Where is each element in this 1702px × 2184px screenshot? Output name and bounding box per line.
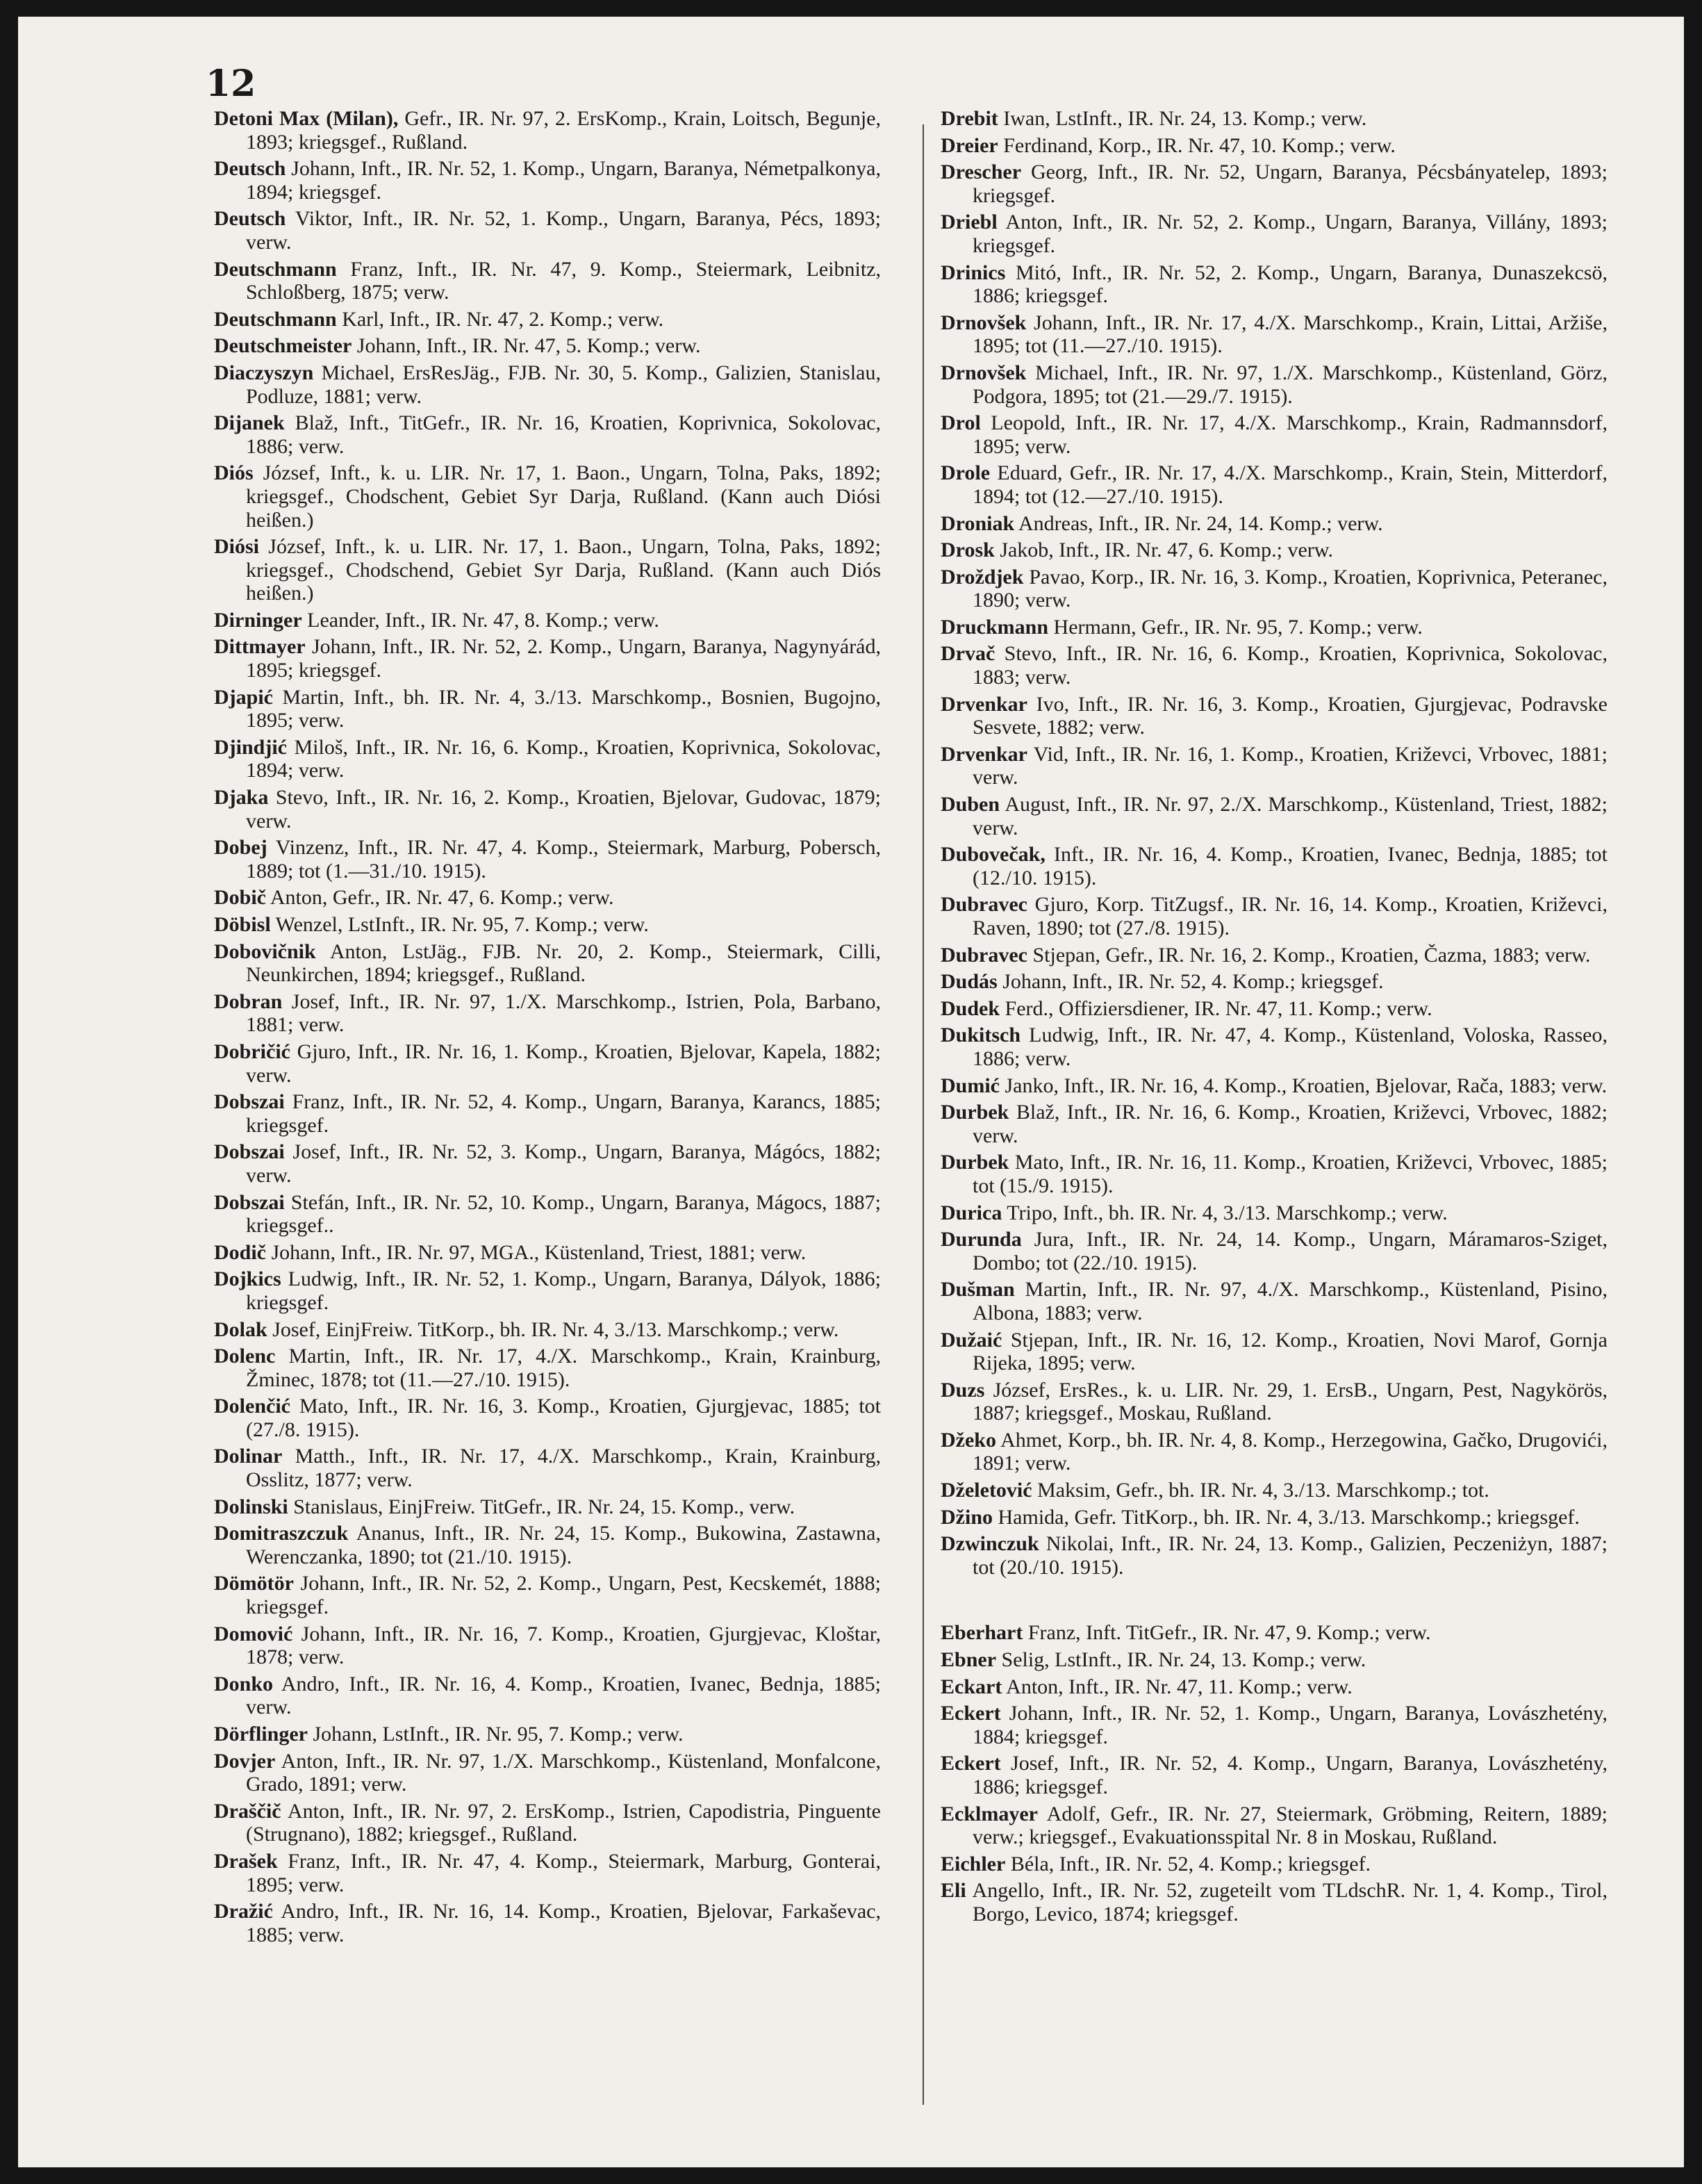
entry-details: Georg, Inft., IR. Nr. 52, Ungarn, Baranya, Pécsbányatelep, 1893; kriegsgef. [973,161,1608,207]
entry-details: Anton, LstJäg., FJB. Nr. 20, 2. Komp., Steiermark, Cilli, Neunkirchen, 1894; kriegsgef., Rußland. [246,939,881,987]
entry-details: Anton, Gefr., IR. Nr. 47, 6. Komp.; verw. [266,886,614,910]
entry-details: Johann, Inft., IR. Nr. 17, 4./X. Marschkomp., Krain, Littai, Aržiše, 1895; tot (11.—27./10. 1915). [973,311,1608,358]
entry-surname: Dolinar [214,1445,283,1468]
entry-details: Leopold, Inft., IR. Nr. 17, 4./X. Marschkomp., Krain, Radmannsdorf, 1895; verw. [973,411,1608,458]
list-entry [941,1702,1608,1748]
entry-surname: Deutschmann [214,307,337,331]
list-entry [214,411,881,458]
entry-details: Nikolai, Inft., IR. Nr. 24, 13. Komp., Galizien, Peczeniżyn, 1887; tot (20./10. 1915). [973,1532,1608,1579]
entry-details: Johann, Inft., IR. Nr. 47, 5. Komp.; verw. [352,334,701,358]
entry-surname: Dörflinger [214,1723,308,1746]
entry-surname: Dobszai [214,1190,285,1214]
entry-details: August, Inft., IR. Nr. 97, 2./X. Marschkomp., Küstenland, Triest, 1882; verw. [973,793,1608,839]
entry-details: Matth., Inft., IR. Nr. 17, 4./X. Marschkomp., Krain, Krainburg, Osslitz, 1877; verw. [246,1445,881,1492]
entry-details: Martin, Inft., bh. IR. Nr. 4, 3./13. Marschkomp., Bosnien, Bugojno, 1895; verw. [246,685,881,732]
entry-details: Mato, Inft., IR. Nr. 16, 3. Komp., Kroatien, Gjurgjevac, 1885; tot (27./8. 1915). [246,1395,881,1441]
list-entry [941,1329,1608,1375]
entry-surname: Durbek [941,1151,1009,1174]
entry-surname: Duzs [941,1378,985,1402]
entry-surname: Droniak [941,511,1015,535]
entry-surname: Dobričić [214,1040,290,1063]
entry-details: Mitó, Inft., IR. Nr. 52, 2. Komp., Ungarn, Baranya, Dunaszekcsö, 1886; kriegsgef. [973,261,1608,308]
entry-details: Stjepan, Gefr., IR. Nr. 16, 2. Komp., Kroatien, Čazma, 1883; verw. [1027,943,1591,967]
entry-details: Ferdinand, Korp., IR. Nr. 47, 10. Komp.; verw. [998,133,1396,157]
entry-details: József, Inft., k. u. LIR. Nr. 17, 1. Baon., Ungarn, Tolna, Paks, 1892; kriegsgef., Chodschend, Gebiet Syr Darja, Rußland. (Kann auch Diós heißen.) [246,535,881,605]
list-entry [941,1151,1608,1197]
entry-details: Selig, LstInft., IR. Nr. 24, 13. Komp.; verw. [996,1648,1366,1672]
entry-surname: Dodič [214,1240,266,1264]
left-column [214,107,881,1950]
list-entry [214,1345,881,1391]
list-entry [214,736,881,782]
list-entry [214,334,881,358]
entry-surname: Duben [941,793,1000,816]
entry-surname: Dudek [941,996,1000,1020]
entry-details: Iwan, LstInft., IR. Nr. 24, 13. Komp.; verw. [998,107,1367,130]
list-entry [214,1241,881,1265]
entry-surname: Donko [214,1672,274,1696]
list-entry [214,1267,881,1314]
entry-surname: Drvenkar [941,742,1027,766]
list-entry [941,1379,1608,1425]
entry-surname: Dubovečak, [941,843,1046,867]
list-entry [214,1572,881,1618]
list-entry [941,1752,1608,1798]
entry-details: Inft., IR. Nr. 16, 4. Komp., Kroatien, Ivanec, Bednja, 1885; tot (12./10. 1915). [973,843,1608,889]
list-entry [214,940,881,987]
list-entry [941,1024,1608,1070]
entry-surname: Dudás [941,970,998,994]
entry-details: Anton, Inft., IR. Nr. 97, 2. ErsKomp., Istrien, Capodistria, Pinguente (Strugnano), 1882; kriegsgef., Rußland. [246,1799,881,1846]
entry-details: József, Inft., k. u. LIR. Nr. 17, 1. Baon., Ungarn, Tolna, Paks, 1892; kriegsgef., Chodschent, Gebiet Syr Darja, Rußland. (Kann auch Diósi heißen.) [246,461,881,532]
list-entry [214,1318,881,1342]
entry-surname: Drebit [941,107,998,130]
entry-details: Ivo, Inft., IR. Nr. 16, 3. Komp., Kroatien, Gjurgjevac, Podravske Sesvete, 1882; verw. [973,692,1608,739]
entry-surname: Durbek [941,1101,1009,1124]
list-entry [214,1673,881,1719]
entry-surname: Eichler [941,1852,1006,1875]
entry-surname: Dobej [214,836,267,860]
entry-surname: Drnovšek [941,311,1027,334]
list-entry [941,361,1608,408]
entry-surname: Dirninger [214,608,302,632]
entry-surname: Domitraszczuk [214,1522,349,1545]
list-entry [214,1040,881,1087]
list-entry [941,944,1608,967]
entry-surname: Dreier [941,133,998,157]
entry-details: Andro, Inft., IR. Nr. 16, 14. Komp., Kroatien, Bjelovar, Farkaševac, 1885; verw. [246,1900,881,1946]
list-entry [214,207,881,254]
entry-details: Vid, Inft., IR. Nr. 16, 1. Komp., Kroatien, Križevci, Vrbovec, 1881; verw. [973,742,1608,789]
list-entry [941,997,1608,1021]
entry-surname: Drvač [941,642,995,666]
entry-details: Johann, Inft., IR. Nr. 52, 1. Komp., Ungarn, Baranya, Lovászhetény, 1884; kriegsgef. [973,1702,1608,1748]
list-entry [941,1648,1608,1672]
entry-details: Hamida, Gefr. TitKorp., bh. IR. Nr. 4, 3./13. Marschkomp.; kriegsgef. [993,1505,1580,1529]
entry-details: Josef, EinjFreiw. TitKorp., bh. IR. Nr. 4, 3./13. Marschkomp.; verw. [267,1317,839,1341]
entry-surname: Dolenčić [214,1395,290,1418]
entry-surname: Deutsch [214,207,286,231]
entry-details: Ludwig, Inft., IR. Nr. 47, 4. Komp., Küstenland, Voloska, Rasseo, 1886; verw. [973,1024,1608,1070]
list-entry [214,1750,881,1796]
list-entry [941,642,1608,689]
list-entry [941,311,1608,358]
list-entry [214,461,881,532]
entry-details: Anton, Inft., IR. Nr. 97, 1./X. Marschkomp., Küstenland, Monfalcone, Grado, 1891; verw. [246,1749,881,1796]
right-column [941,107,1608,1930]
list-entry [941,693,1608,739]
entry-surname: Deutschmeister [214,334,352,358]
entry-surname: Dušman [941,1278,1015,1302]
entry-surname: Dumić [941,1074,1000,1097]
entry-details: Wenzel, LstInft., IR. Nr. 95, 7. Komp.; verw. [270,913,649,936]
entry-details: Ludwig, Inft., IR. Nr. 52, 1. Komp., Ungarn, Baranya, Dályok, 1886; kriegsgef. [246,1267,881,1314]
entry-surname: Dolak [214,1317,267,1341]
entry-surname: Durica [941,1201,1002,1224]
list-entry [214,1395,881,1441]
entry-surname: Drašek [214,1849,278,1873]
entry-surname: Dražić [214,1900,273,1923]
entry-details: Adolf, Gefr., IR. Nr. 27, Steiermark, Gröbming, Reitern, 1889; verw.; kriegsgef., Evakuationsspital Nr. 8 in Moskau, Rußland. [973,1802,1608,1849]
list-entry [941,261,1608,308]
entry-surname: Dömötör [214,1572,294,1595]
entry-details: Johann, LstInft., IR. Nr. 95, 7. Komp.; verw. [307,1723,684,1746]
list-entry [941,843,1608,889]
list-entry [941,1101,1608,1147]
entry-details: Gefr., IR. Nr. 97, 2. ErsKomp., Krain, Loitsch, Begunje, 1893; kriegsgef., Rußland. [246,107,882,154]
entry-surname: Drnovšek [941,361,1027,384]
list-entry [941,512,1608,536]
entry-details: Franz, Inft., IR. Nr. 47, 9. Komp., Steiermark, Leibnitz, Schloßberg, 1875; verw. [246,257,881,304]
list-entry [214,1495,881,1519]
entry-surname: Dobovičnik [214,939,316,963]
list-entry [941,743,1608,789]
entry-details: Martin, Inft., IR. Nr. 17, 4./X. Marschkomp., Krain, Krainburg, Žminec, 1878; tot (11.—27./10. 1915). [246,1345,881,1391]
entry-details: Angello, Inft., IR. Nr. 52, zugeteilt vom TLdschR. Nr. 1, 4. Komp., Tirol, Borgo, Levico, 1874; kriegsgef. [966,1879,1608,1926]
list-entry [214,1191,881,1238]
entry-surname: Drole [941,461,991,485]
entry-surname: Eli [941,1879,966,1903]
entry-details: Jura, Inft., IR. Nr. 24, 14. Komp., Ungarn, Máramaros-Sziget, Dombo; tot (22./10. 1915). [973,1228,1608,1274]
list-entry [214,609,881,632]
entry-surname: Droždjek [941,565,1024,589]
list-entry [941,539,1608,562]
entry-details: Andro, Inft., IR. Nr. 16, 4. Komp., Kroatien, Ivanec, Bednja, 1885; verw. [246,1672,881,1719]
entry-details: Josef, Inft., IR. Nr. 97, 1./X. Marschkomp., Istrien, Pola, Barbano, 1881; verw. [246,990,881,1037]
list-entry [214,913,881,937]
list-entry [214,1800,881,1846]
entry-surname: Eckert [941,1702,1001,1725]
entry-details: Stanislaus, EinjFreiw. TitGefr., IR. Nr. 24, 15. Komp., verw. [288,1495,795,1518]
list-entry [941,1675,1608,1699]
list-entry [941,1479,1608,1502]
entry-details: Stevo, Inft., IR. Nr. 16, 6. Komp., Kroatien, Koprivnica, Sokolovac, 1883; verw. [973,642,1608,689]
list-entry [214,361,881,408]
entry-surname: Druckmann [941,615,1049,639]
entry-details: Johann, Inft., IR. Nr. 16, 7. Komp., Kroatien, Gjurgjevac, Kloštar, 1878; verw. [246,1622,881,1669]
entry-details: Anton, Inft., IR. Nr. 47, 11. Komp.; verw. [1002,1675,1353,1698]
entry-surname: Dubravec [941,893,1027,917]
entry-surname: Dužaić [941,1328,1002,1352]
entry-details: Tripo, Inft., bh. IR. Nr. 4, 3./13. Marschkomp.; verw. [1002,1201,1448,1224]
entry-details: Johann, Inft., IR. Nr. 52, 1. Komp., Ungarn, Baranya, Németpalkonya, 1894; kriegsgef. [246,157,881,204]
entry-surname: Detoni Max (Milan), [214,107,399,130]
list-entry [214,157,881,204]
list-entry [941,1853,1608,1876]
page-number: 12 [206,63,256,105]
list-entry [214,1623,881,1669]
entry-details: Stjepan, Inft., IR. Nr. 16, 12. Komp., Kroatien, Novi Marof, Gornja Rijeka, 1895; verw. [973,1328,1608,1375]
list-entry [214,535,881,605]
entry-details: Pavao, Korp., IR. Nr. 16, 3. Komp., Kroatien, Koprivnica, Peteranec, 1890; verw. [973,565,1608,612]
list-entry [941,211,1608,257]
entry-details: Vinzenz, Inft., IR. Nr. 47, 4. Komp., Steiermark, Marburg, Pobersch, 1889; tot (1.—31./10. 1915). [246,836,881,882]
entry-surname: Ebner [941,1648,997,1672]
entry-surname: Dojkics [214,1267,281,1291]
entry-details: Eduard, Gefr., IR. Nr. 17, 4./X. Marschkomp., Krain, Stein, Mitterdorf, 1894; tot (12.—27./10. 1915). [973,461,1608,508]
list-entry [214,107,881,154]
entry-surname: Eckert [941,1752,1001,1775]
entry-surname: Domović [214,1622,293,1645]
entry-surname: Dolenc [214,1345,276,1368]
list-entry [214,308,881,331]
entry-details: Franz, Inft., IR. Nr. 52, 4. Komp., Ungarn, Baranya, Karancs, 1885; kriegsgef. [246,1090,881,1137]
entry-details: Blaž, Inft., IR. Nr. 16, 6. Komp., Kroatien, Križevci, Vrbovec, 1882; verw. [973,1101,1608,1147]
entry-details: Johann, Inft., IR. Nr. 97, MGA., Küstenland, Triest, 1881; verw. [266,1240,807,1264]
entry-details: Franz, Inft., IR. Nr. 47, 4. Komp., Steiermark, Marburg, Gonterai, 1895; verw. [246,1849,881,1896]
entry-surname: Džino [941,1505,993,1529]
entry-surname: Deutschmann [214,257,337,281]
entry-surname: Diaczyszyn [214,361,314,384]
entry-surname: Draščič [214,1799,281,1823]
entry-surname: Dittmayer [214,635,306,659]
entry-details: Ahmet, Korp., bh. IR. Nr. 4, 8. Komp., Herzegowina, Gačko, Drugovići, 1891; verw. [973,1428,1608,1475]
entry-surname: Durunda [941,1228,1022,1251]
entry-details: Janko, Inft., IR. Nr. 16, 4. Komp., Kroatien, Bjelovar, Rača, 1883; verw. [1000,1074,1608,1097]
list-entry [941,107,1608,131]
list-entry [941,1621,1608,1645]
list-entry [214,786,881,832]
entry-surname: Drvenkar [941,692,1027,716]
entry-details: Mato, Inft., IR. Nr. 16, 11. Komp., Kroatien, Križevci, Vrbovec, 1885; tot (15./9. 1915). [973,1151,1608,1197]
entry-details: Andreas, Inft., IR. Nr. 24, 14. Komp.; verw. [1014,511,1383,535]
entry-details: Johann, Inft., IR. Nr. 52, 4. Komp.; kriegsgef. [997,970,1384,994]
entry-details: Béla, Inft., IR. Nr. 52, 4. Komp.; kriegsgef. [1005,1852,1371,1875]
entry-details: Maksim, Gefr., bh. IR. Nr. 4, 3./13. Marschkomp.; tot. [1032,1479,1489,1502]
entry-details: Miloš, Inft., IR. Nr. 16, 6. Komp., Kroatien, Koprivnica, Sokolovac, 1894; verw. [246,735,881,782]
entry-surname: Dzwinczuk [941,1532,1039,1556]
entry-surname: Djapić [214,685,273,709]
list-entry [214,886,881,910]
entry-details: Franz, Inft. TitGefr., IR. Nr. 47, 9. Komp.; verw. [1023,1621,1431,1645]
entry-surname: Dovjer [214,1749,276,1773]
list-entry [214,1850,881,1896]
entry-details: Gjuro, Korp. TitZugsf., IR. Nr. 16, 14. Komp., Kroatien, Križevci, Raven, 1890; tot (27./8. 1915). [973,893,1608,939]
entry-surname: Dželetović [941,1479,1032,1502]
entry-details: Gjuro, Inft., IR. Nr. 16, 1. Komp., Kroatien, Bjelovar, Kapela, 1882; verw. [246,1040,881,1087]
list-entry [214,1090,881,1137]
entry-surname: Eckart [941,1675,1002,1698]
list-entry [214,1140,881,1187]
entry-details: Stevo, Inft., IR. Nr. 16, 2. Komp., Kroatien, Bjelovar, Gudovac, 1879; verw. [246,786,881,832]
list-entry [941,1429,1608,1475]
entry-details: Hermann, Gefr., IR. Nr. 95, 7. Komp.; verw. [1048,615,1423,639]
column-divider [923,124,924,2105]
entry-details: Josef, Inft., IR. Nr. 52, 4. Komp., Ungarn, Baranya, Lovászhetény, 1886; kriegsgef. [973,1752,1608,1798]
list-entry [214,836,881,882]
list-entry [941,161,1608,207]
entry-surname: Diós [214,461,254,485]
list-entry [214,258,881,304]
list-entry [941,1278,1608,1324]
entry-surname: Dobszai [214,1140,285,1164]
entry-details: Stefán, Inft., IR. Nr. 52, 10. Komp., Ungarn, Baranya, Mágocs, 1887; kriegsgef.. [246,1190,881,1238]
entry-surname: Drinics [941,261,1006,284]
list-entry [941,616,1608,639]
entry-details: József, ErsRes., k. u. LIR. Nr. 29, 1. ErsB., Ungarn, Pest, Nagykörös, 1887; kriegsgef., Moskau, Rußland. [973,1378,1608,1425]
entry-surname: Dolinski [214,1495,288,1518]
entry-details: Viktor, Inft., IR. Nr. 52, 1. Komp., Ungarn, Baranya, Pécs, 1893; verw. [246,207,881,254]
entry-details: Josef, Inft., IR. Nr. 52, 3. Komp., Ungarn, Baranya, Mágócs, 1882; verw. [246,1140,881,1187]
list-entry [214,1522,881,1568]
entry-surname: Dukitsch [941,1024,1021,1047]
list-entry [941,566,1608,612]
entry-details: Ferd., Offiziersdiener, IR. Nr. 47, 11. Komp.; verw. [1000,996,1432,1020]
list-entry [941,1228,1608,1274]
entry-details: Leander, Inft., IR. Nr. 47, 8. Komp.; verw. [301,608,659,632]
entry-details: Anton, Inft., IR. Nr. 52, 2. Komp., Ungarn, Baranya, Villány, 1893; kriegsgef. [973,211,1608,257]
entry-surname: Eberhart [941,1621,1023,1645]
entry-details: Johann, Inft., IR. Nr. 52, 2. Komp., Ungarn, Pest, Kecskemét, 1888; kriegsgef. [246,1572,881,1619]
entry-details: Karl, Inft., IR. Nr. 47, 2. Komp.; verw. [336,307,664,331]
entry-surname: Drescher [941,161,1022,184]
list-entry [941,893,1608,939]
entry-details: Martin, Inft., IR. Nr. 97, 4./X. Marschkomp., Küstenland, Pisino, Albona, 1883; verw. [973,1278,1608,1324]
list-entry [214,1445,881,1491]
list-entry [941,1201,1608,1225]
list-entry [214,1900,881,1946]
entry-details: Blaž, Inft., TitGefr., IR. Nr. 16, Kroatien, Koprivnica, Sokolovac, 1886; verw. [246,411,881,458]
entry-surname: Dijanek [214,411,285,435]
document-page [18,17,1684,2167]
entry-surname: Dobszai [214,1090,285,1114]
entry-details: Michael, Inft., IR. Nr. 97, 1./X. Marschkomp., Küstenland, Görz, Podgora, 1895; tot (21.—29./7. 1915). [973,361,1608,408]
entry-surname: Döbisl [214,913,271,936]
entry-surname: Drol [941,411,981,435]
entry-details: Johann, Inft., IR. Nr. 52, 2. Komp., Ungarn, Baranya, Nagynyárád, 1895; kriegsgef. [246,635,881,682]
entry-details: Michael, ErsResJäg., FJB. Nr. 30, 5. Komp., Galizien, Stanislau, Podluze, 1881; verw. [246,361,881,408]
entry-surname: Dobič [214,886,266,910]
entry-surname: Djindjić [214,735,287,759]
list-entry [941,1074,1608,1098]
entry-surname: Ecklmayer [941,1802,1038,1825]
entry-surname: Djaka [214,786,269,810]
entry-details: Jakob, Inft., IR. Nr. 47, 6. Komp.; verw. [994,539,1333,562]
list-entry [941,1506,1608,1529]
list-entry [214,990,881,1037]
entry-surname: Džeko [941,1428,996,1452]
list-entry [941,1803,1608,1849]
section-gap [941,1582,1608,1621]
list-entry [941,461,1608,508]
list-entry [214,635,881,682]
list-entry [214,686,881,732]
list-entry [941,134,1608,158]
entry-surname: Dobran [214,990,283,1013]
list-entry [941,970,1608,994]
entry-surname: Driebl [941,211,998,234]
list-entry [214,1723,881,1746]
entry-surname: Dubravec [941,943,1027,967]
entry-surname: Diósi [214,535,260,559]
list-entry [941,1532,1608,1579]
list-entry [941,793,1608,839]
list-entry [941,1879,1608,1926]
entry-surname: Drosk [941,539,995,562]
list-entry [941,411,1608,458]
entry-details: Ananus, Inft., IR. Nr. 24, 15. Komp., Bukowina, Zastawna, Werenczanka, 1890; tot (21./10. 1915). [246,1522,881,1568]
entry-surname: Deutsch [214,157,286,181]
